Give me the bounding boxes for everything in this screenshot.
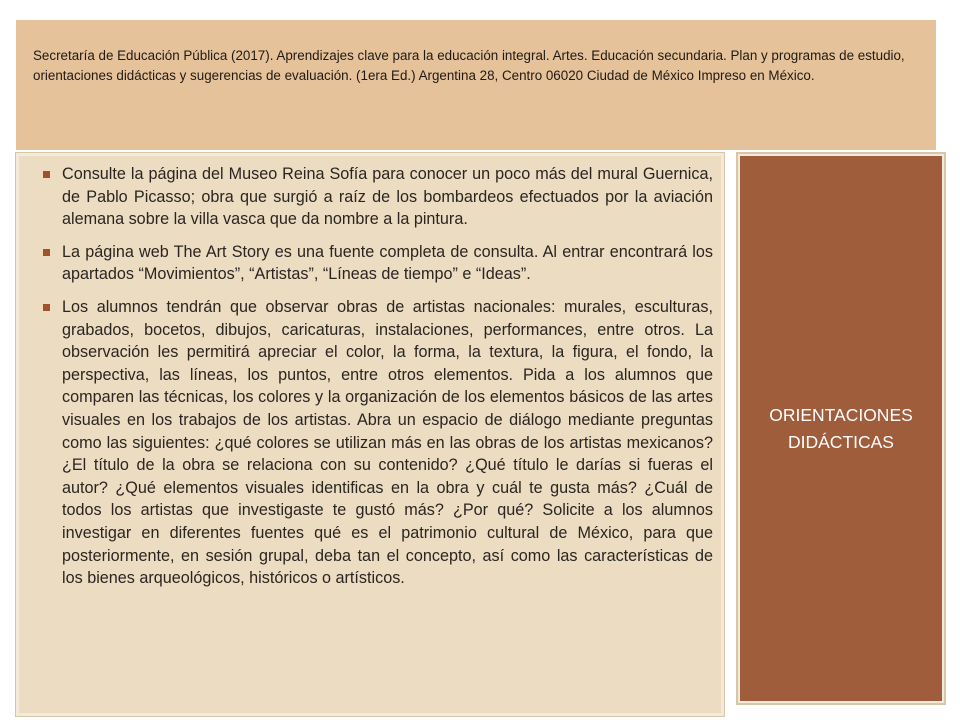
- list-item: [32, 163, 713, 231]
- citation-banner: [16, 20, 936, 150]
- bullet-list: [32, 163, 713, 590]
- list-item-text: Consulte la página del Museo Reina Sofía para conocer un poco más del mural Guernica, de Pablo Picasso; obra que surgió a raíz de los bombardeos efectuados por la aviación alemana sobre la villa vasca que da nombre a la pintura.: [62, 165, 713, 229]
- square-bullet-icon: [43, 171, 50, 178]
- section-title: ORIENTACIONES DIDÁCTICAS: [769, 404, 913, 452]
- list-item-text: Los alumnos tendrán que observar obras de artistas nacionales: murales, esculturas, grabados, bocetos, dibujos, caricaturas, instalaciones, performances, entre otros. La observación les permitirá apreciar el color, la forma, la textura, la figura, el fondo, la perspectiva, las líneas, los puntos, entre otros elementos. Pida a los alumnos que comparen las técnicas, los colores y la organización de los elementos básicos de las artes visuales en los trabajos de los artistas. Abra un espacio de diálogo mediante preguntas como las siguientes: ¿qué colores se utilizan más en las obras de los artistas mexicanos? ¿El título de la obra se relaciona con su contenido? ¿Qué título le darías si fueras el autor? ¿Qué elementos visuales identificas en la obra y cuál te gusta más? ¿Cuál de todos los artistas que investigaste te gustó más? ¿Por qué? Solicite a los alumnos investigar en diferentes fuentes qué es el patrimonio cultural de México, para que posteriormente, en sesión grupal, deba tan el concepto, así como las características de los bienes arqueológicos, históricos o artísticos.: [62, 297, 713, 588]
- side-panel: [736, 152, 946, 705]
- content-panel: [15, 152, 725, 717]
- square-bullet-icon: [43, 249, 50, 256]
- list-item: [32, 296, 713, 590]
- list-item-text: La página web The Art Story es una fuente completa de consulta. Al entrar encontrará los apartados “Movimientos”, “Artistas”, “Líneas de tiempo” e “Ideas”.: [62, 242, 713, 284]
- citation-text: Secretaría de Educación Pública (2017). Aprendizajes clave para la educación integral. Artes. Educación secundaria. Plan y programas de estudio, orientaciones didácticas y sugerencias de evaluación. (1era Ed.) Argentina 28, Centro 06020 Ciudad de México Impreso en México.: [33, 48, 905, 83]
- square-bullet-icon: [43, 304, 50, 311]
- list-item: [32, 241, 713, 286]
